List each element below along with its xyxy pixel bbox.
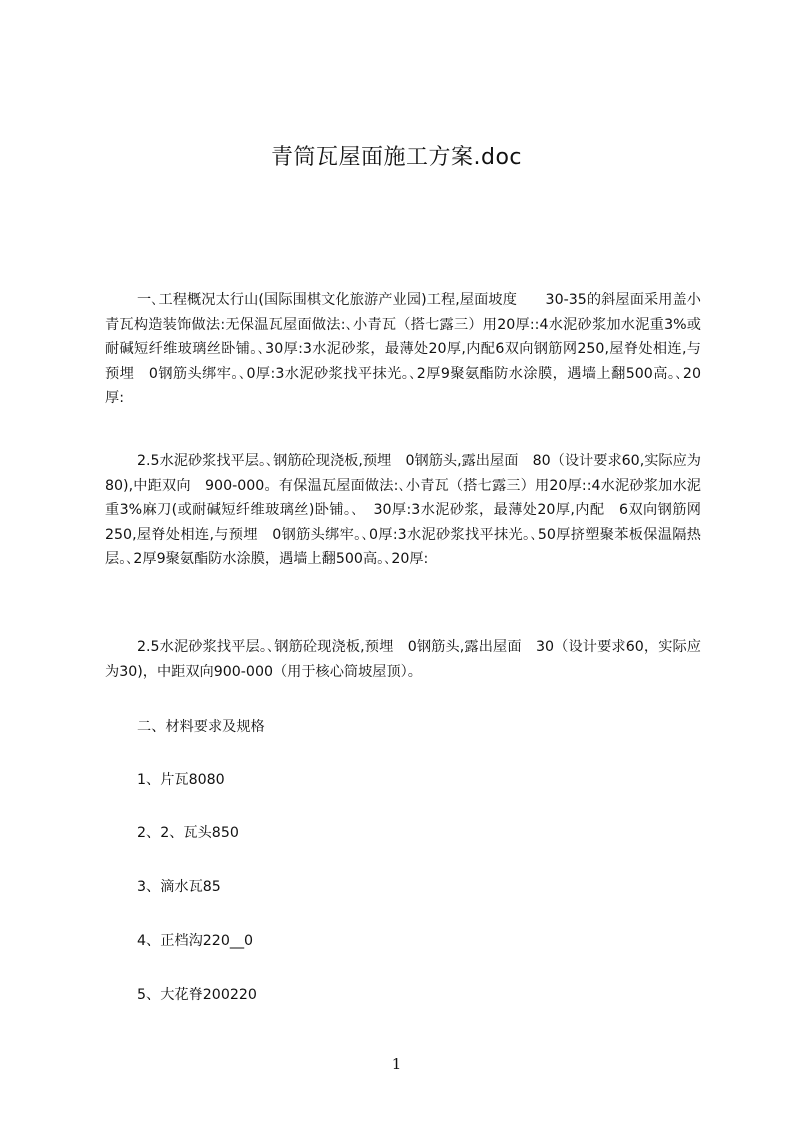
list-item: 5、大花脊200220	[137, 987, 257, 1003]
list-item: 2、2、瓦头850	[137, 825, 239, 841]
section-heading-materials: 二、材料要求及规格	[137, 719, 265, 735]
list-item: 4、正档沟220__0	[137, 933, 254, 949]
document-title: 青筒瓦屋面施工方案.doc	[270, 145, 522, 170]
paragraph-project-overview: 一､工程概况太行山(国际围棋文化旅游产业园)工程,屋面坡度 30-35的斜屋面采用盖小青瓦构造装饰做法:无保温瓦屋面做法:､小青瓦（搭七露三）用20厚::4水泥砂浆加水泥重3%或耐碱短纤维玻璃丝卧铺｡､30厚:3水泥砂浆，最薄处20厚,内配6双向钢筋网250,屋脊处相连,与预埋 0钢筋头绑牢｡､0厚:3水泥砂浆找平抹光｡､2厚9聚氨酯防水涂膜，遇墙上翻500高｡､20厚:	[105, 292, 701, 406]
list-item: 3、滴水瓦85	[137, 879, 221, 895]
paragraph-insulated-roof: 2.5水泥砂浆找平层｡､钢筋砼现浇板,预埋 0钢筋头,露出屋面 80（设计要求60,实际应为 80),中距双向 900-000。有保温瓦屋面做法:､小青瓦（搭七露三）用20厚::4水泥砂浆加水泥重3%麻刀(或耐碱短纤维玻璃丝)卧铺｡､ 30厚:3水泥砂浆，最薄处20厚,内配 6双向钢筋网250,屋脊处相连,与预埋 0钢筋头绑牢｡､0厚:3水泥砂浆找平抹光｡､50厚挤塑聚苯板保温隔热层｡､2厚9聚氨酯防水涂膜，遇墙上翻500高｡､20厚:	[105, 453, 716, 567]
paragraph-core-tube-roof: 2.5水泥砂浆找平层｡､钢筋砼现浇板,预埋 0钢筋头,露出屋面 30（设计要求60，实际应为30)，中距双向900-000（用于核心筒坡屋顶）。	[105, 639, 701, 680]
list-item: 1、片瓦8080	[137, 772, 225, 788]
page-number: 1	[391, 1055, 402, 1073]
